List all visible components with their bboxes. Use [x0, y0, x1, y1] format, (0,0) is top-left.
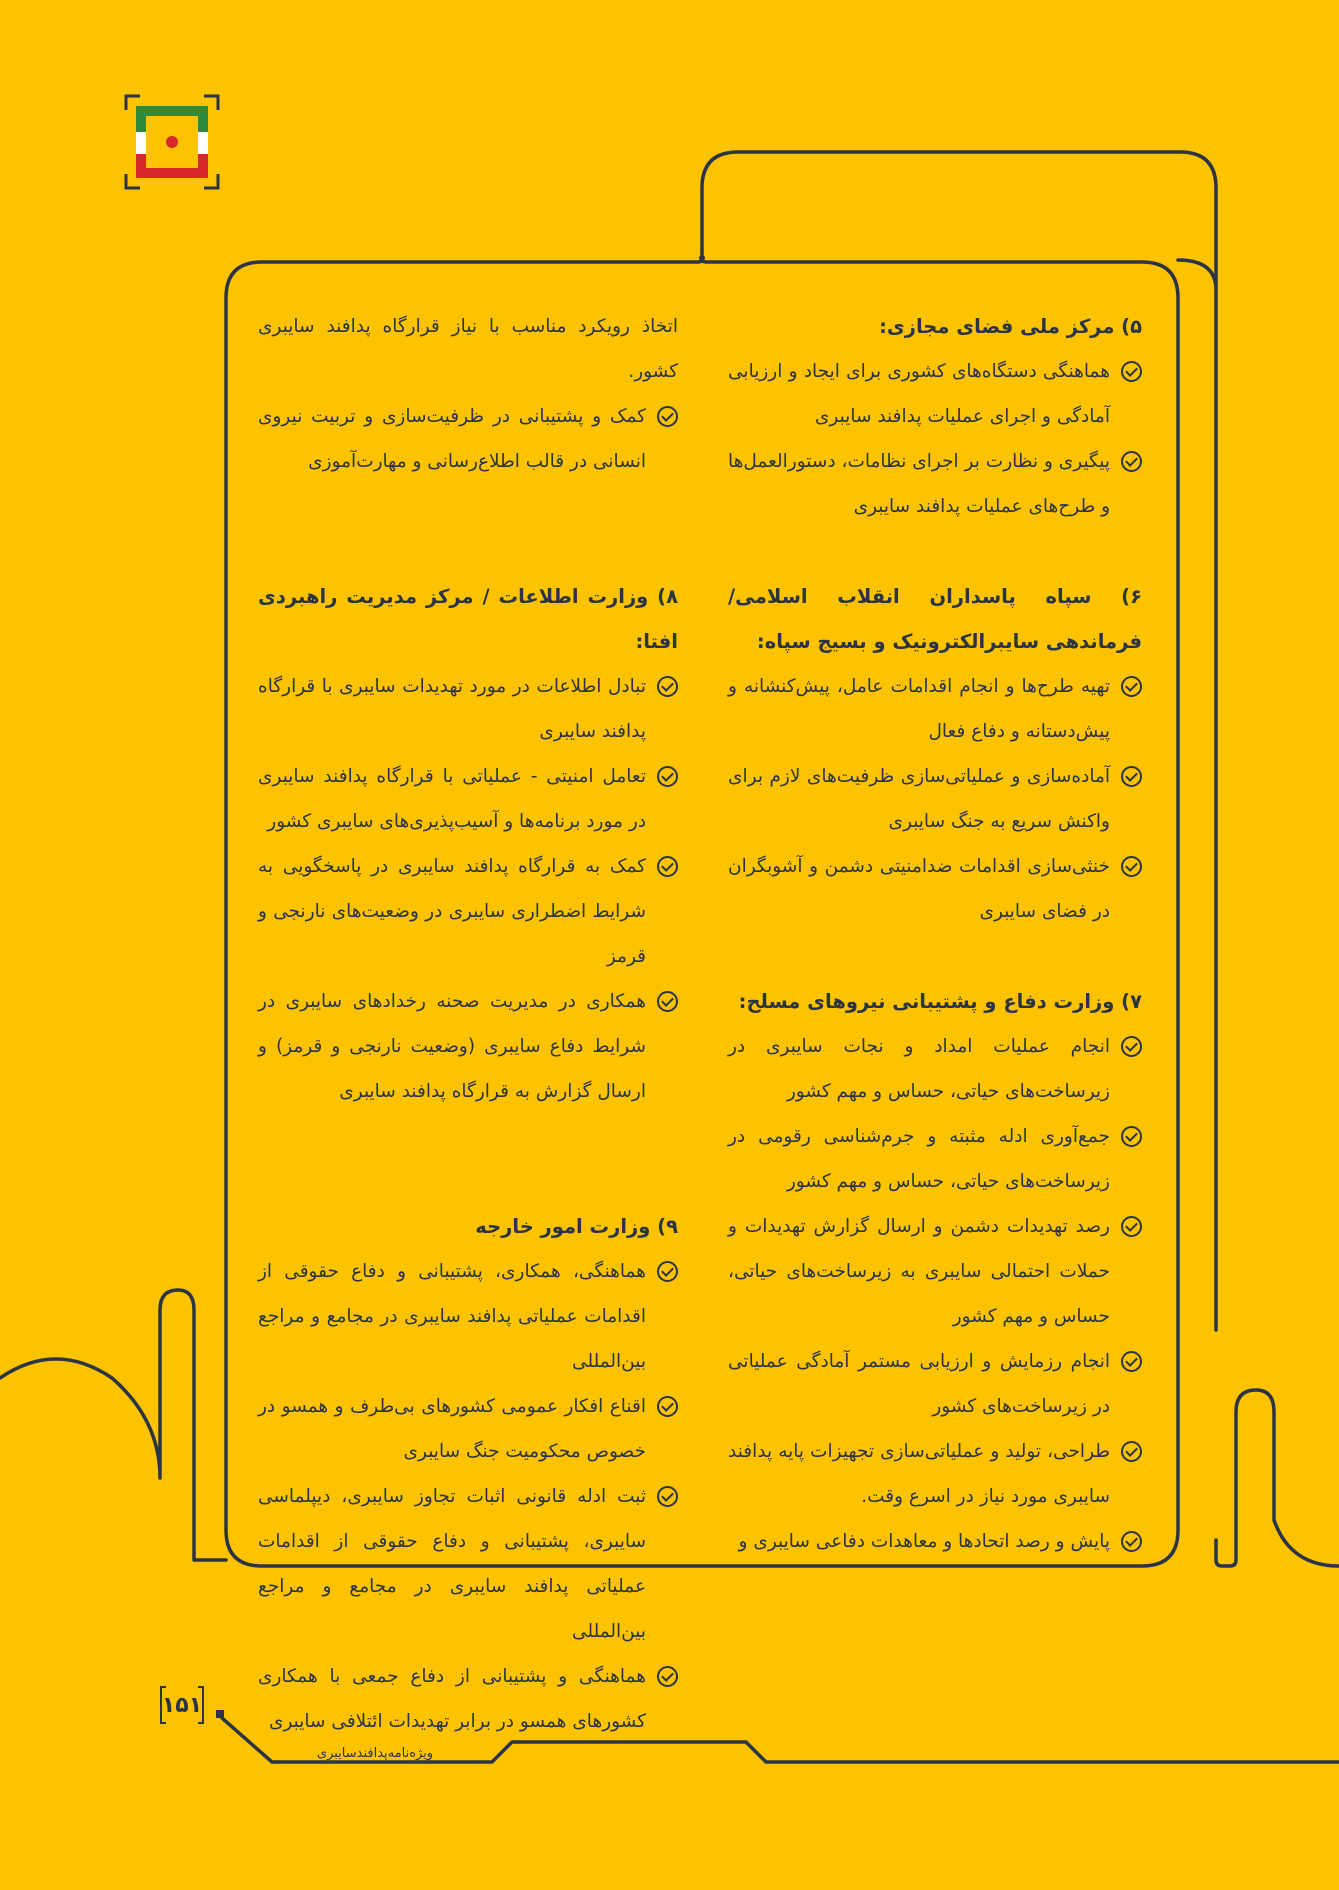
- list-item: پایش و رصد اتحادها و معاهدات دفاعی سایبری و: [728, 1519, 1142, 1564]
- list-item: کمک و پشتیبانی در ظرفیت‌سازی و تربیت نیروی انسانی در قالب اطلاع‌رسانی و مهارت‌آموزی: [258, 394, 678, 484]
- check-circle-icon: [1121, 1036, 1142, 1057]
- section-8: [258, 574, 678, 1114]
- list-item: هماهنگی و پشتیبانی از دفاع جمعی با همکاری کشورهای همسو در برابر تهدیدات ائتلافی سایبری: [258, 1654, 678, 1744]
- section-5-title: ۵) مرکز ملی فضای مجازی:: [879, 315, 1142, 338]
- list-item: اقناع افکار عمومی کشورهای بی‌طرف و همسو در خصوص محکومیت جنگ سایبری: [258, 1384, 678, 1474]
- check-circle-icon: [1121, 1126, 1142, 1147]
- check-circle-icon: [1121, 361, 1142, 382]
- list-item: ثبت ادله قانونی اثبات تجاوز سایبری، دیپلماسی سایبری، پشتیبانی و دفاع حقوقی از اقدامات عملیاتی پدافند سایبری در مجامع و مراجع بین‌المللی: [258, 1474, 678, 1654]
- logo-emblem: [122, 92, 222, 192]
- check-circle-icon: [1121, 451, 1142, 472]
- list-item: کمک به قرارگاه پدافند سایبری در پاسخگویی به شرایط اضطراری سایبری در وضعیت‌های نارنجی و قرمز: [258, 844, 678, 979]
- section-6-title: ۶) سپاه پاسداران انقلاب اسلامی/ فرماندهی سایبرالکترونیک و بسیج سپاه:: [728, 585, 1142, 653]
- section-7: [728, 979, 1142, 1564]
- page-number-bracket-right: [198, 1686, 204, 1724]
- check-circle-icon: [1121, 1216, 1142, 1237]
- check-circle-icon: [1121, 1351, 1142, 1372]
- check-circle-icon: [657, 856, 678, 877]
- list-item: تهیه طرح‌ها و انجام اقدامات عامل، پیش‌کنشانه و پیش‌دستانه و دفاع فعال: [728, 664, 1142, 754]
- check-circle-icon: [657, 1396, 678, 1417]
- check-circle-icon: [1121, 676, 1142, 697]
- section-9-title: ۹) وزارت امور خارجه: [475, 1215, 678, 1238]
- list-item: آماده‌سازی و عملیاتی‌سازی ظرفیت‌های لازم برای واکنش سریع به جنگ سایبری: [728, 754, 1142, 844]
- check-circle-icon: [657, 1261, 678, 1282]
- section-6: [728, 574, 1142, 934]
- list-item: رصد تهدیدات دشمن و ارسال گزارش تهدیدات و حملات احتمالی سایبری به زیرساخت‌های حیاتی، حساس و مهم کشور: [728, 1204, 1142, 1339]
- list-item: انجام عملیات امداد و نجات سایبری در زیرساخت‌های حیاتی، حساس و مهم کشور: [728, 1024, 1142, 1114]
- list-item: طراحی، تولید و عملیاتی‌سازی تجهیزات پایه پدافند سایبری مورد نیاز در اسرع وقت.: [728, 1429, 1142, 1519]
- continuation-text: اتخاذ رویکرد مناسب با نیاز قرارگاه پدافند سایبری کشور.: [258, 316, 678, 382]
- check-circle-icon: [1121, 1531, 1142, 1552]
- list-item: همکاری در مدیریت صحنه رخدادهای سایبری در شرایط دفاع سایبری (وضعیت نارنجی و قرمز) و ارسال گزارش به قرارگاه پدافند سایبری: [258, 979, 678, 1114]
- list-item: هماهنگی دستگاه‌های کشوری برای ایجاد و ارزیابی آمادگی و اجرای عملیات پدافند سایبری: [728, 349, 1142, 439]
- section-7-title: ۷) وزارت دفاع و پشتیبانی نیروهای مسلح:: [738, 990, 1142, 1013]
- check-circle-icon: [1121, 1441, 1142, 1462]
- check-circle-icon: [657, 676, 678, 697]
- list-item: تعامل امنیتی - عملیاتی با قرارگاه پدافند سایبری در مورد برنامه‌ها و آسیب‌پذیری‌های سایبری کشور: [258, 754, 678, 844]
- list-item: جمع‌آوری ادله مثبته و جرم‌شناسی رقومی در زیرساخت‌های حیاتی، حساس و مهم کشور: [728, 1114, 1142, 1204]
- check-circle-icon: [657, 991, 678, 1012]
- list-item: انجام رزمایش و ارزیابی مستمر آمادگی عملیاتی در زیرساخت‌های کشور: [728, 1339, 1142, 1429]
- check-circle-icon: [1121, 766, 1142, 787]
- list-item: هماهنگی، همکاری، پشتیبانی و دفاع حقوقی از اقدامات عملیاتی پدافند سایبری در مجامع و مراجع بین‌المللی: [258, 1249, 678, 1384]
- check-circle-icon: [1121, 856, 1142, 877]
- section-5: [728, 304, 1142, 529]
- left-column: [258, 304, 678, 1744]
- section-8-title: ۸) وزارت اطلاعات / مرکز مدیریت راهبردی افتا:: [258, 585, 678, 653]
- page-number: ۱۵۱: [161, 1693, 203, 1718]
- list-item: تبادل اطلاعات در مورد تهدیدات سایبری با قرارگاه پدافند سایبری: [258, 664, 678, 754]
- check-circle-icon: [657, 1666, 678, 1687]
- check-circle-icon: [657, 1486, 678, 1507]
- check-circle-icon: [657, 406, 678, 427]
- check-circle-icon: [657, 766, 678, 787]
- list-item: پیگیری و نظارت بر اجرای نظامات، دستورالعمل‌ها و طرح‌های عملیات پدافند سایبری: [728, 439, 1142, 529]
- list-item: خنثی‌سازی اقدامات ضدامنیتی دشمن و آشوبگران در فضای سایبری: [728, 844, 1142, 934]
- footer-publication-title: ویژه‌نامه‌پدافندسایبری: [316, 1746, 434, 1761]
- section-9: [258, 1204, 678, 1744]
- right-column: [728, 304, 1142, 1564]
